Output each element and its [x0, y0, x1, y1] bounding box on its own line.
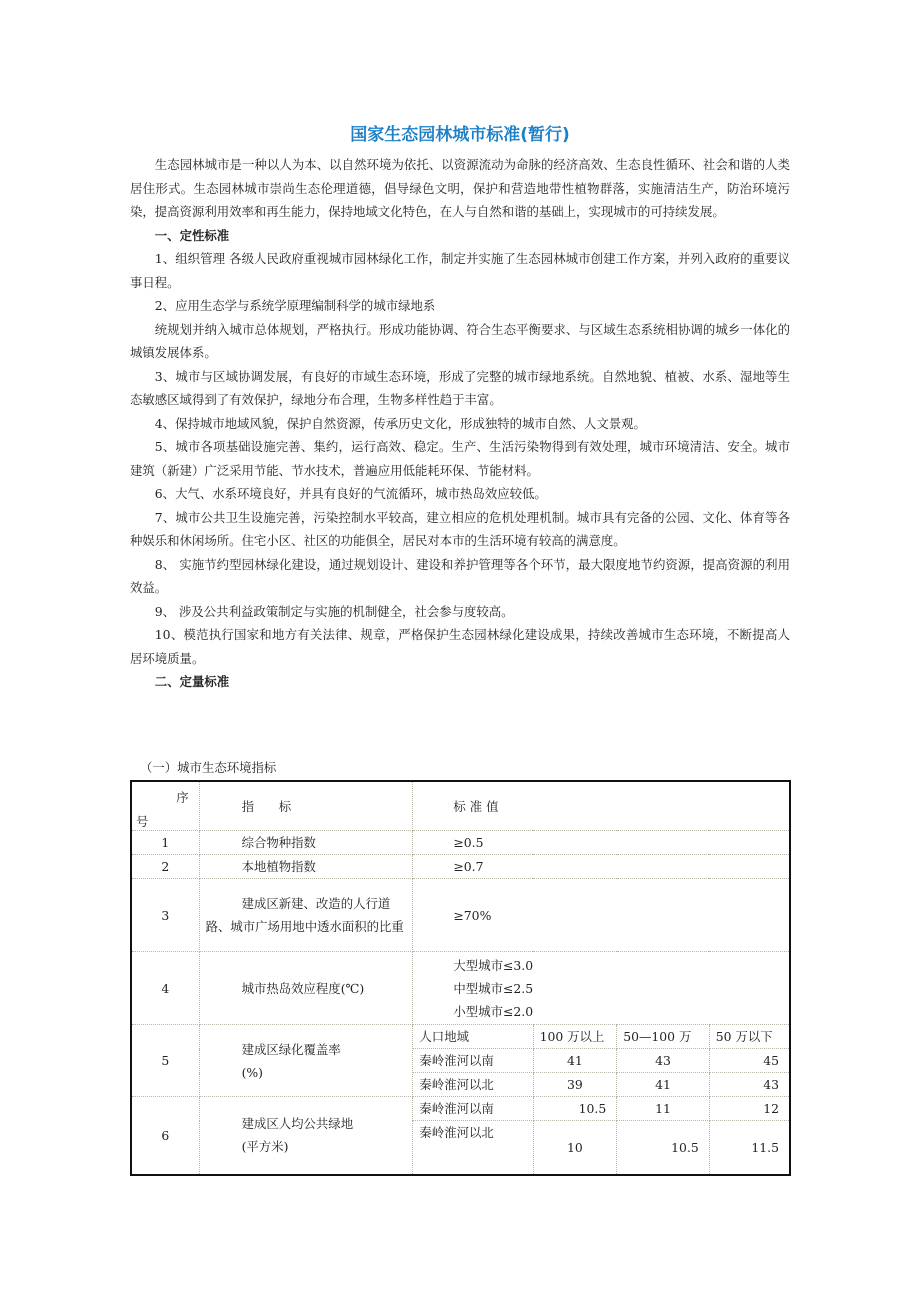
qualitative-item-2: 2、应用生态学与系统学原理编制科学的城市绿地系 [154, 298, 436, 313]
table-row: 2 本地植物指数 ≥0.7 [131, 855, 790, 879]
document-title: 国家生态园林城市标准(暂行) [350, 125, 570, 145]
qualitative-item-6: 6、大气、水系环境良好，并具有良好的气流循环，城市热岛效应较低。 [154, 486, 547, 501]
ecology-indicator-table [130, 780, 791, 1176]
table-subrow: 秦岭淮河以南 41 43 45 [131, 1049, 790, 1073]
qualitative-item-5: 5、城市各项基础设施完善、集约，运行高效、稳定。生产、生活污染物得到有效处理，城市环境清洁、安全。城市建筑（新建）广泛采用节能、节水技术，普遍应用低能耗环保、节能材料。 [130, 439, 790, 478]
qualitative-item-1: 1、组织管理 各级人民政府重视城市园林绿化工作，制定并实施了生态园林城市创建工作方案，并列入政府的重要议事日程。 [130, 251, 790, 290]
qualitative-item-10: 10、模范执行国家和地方有关法律、规章，严格保护生态园林绿化建设成果，持续改善城市生态环境，不断提高人居环境质量。 [130, 627, 790, 666]
header-no: 序 号 [131, 781, 199, 831]
qualitative-item-7: 7、城市公共卫生设施完善，污染控制水平较高，建立相应的危机处理机制。城市具有完备的公园、文化、体育等各种娱乐和休闲场所。住宅小区、社区的功能俱全，居民对本市的生活环境有较高的满意度。 [130, 509, 790, 548]
table-row: 6 建成区人均公共绿地 (平方米) 秦岭淮河以南 10.5 11 12 [131, 1097, 790, 1121]
table-row: 3 建成区新建、改造的人行道 路、城市广场用地中透水面积的比重 ≥70% [131, 879, 790, 952]
qualitative-item-4: 4、保持城市地域风貌，保护自然资源，传承历史文化，形成独特的城市自然、人文景观。 [154, 415, 646, 431]
table-row: 1 综合物种指数 ≥0.5 [131, 831, 790, 855]
table-subrow: 秦岭淮河以北 39 41 43 [131, 1073, 790, 1097]
qualitative-item-2-cont: 统规划并纳入城市总体规划，严格执行。形成功能协调、符合生态平衡要求、与区域生态系统相协调的城乡一体化的城镇发展体系。 [130, 321, 790, 360]
document-body [130, 153, 790, 694]
table-caption: （一）城市生态环境指标 [140, 760, 277, 775]
intro-paragraph: 生态园林城市是一种以人为本、以自然环境为依托、以资源流动为命脉的经济高效、生态良性循环、社会和谐的人类居住形式。生态园林城市崇尚生态伦理道德，倡导绿色文明，保护和营造地带性植物群落，实施清洁生产，防治环境污染，提高资源利用效率和再生能力，保持地域文化特色，在人与自然和谐的基础上，实现城市的可持续发展。 [130, 157, 790, 219]
section-heading-quantitative: 二、定量标准 [154, 674, 230, 689]
section-heading-qualitative: 一、定性标准 [154, 227, 230, 243]
table-row: 4 城市热岛效应程度(℃) 大型城市≤3.0 中型城市≤2.5 小型城市≤2.0 [131, 952, 790, 1025]
table-subrow: 秦岭淮河以北 10 10.5 11.5 [131, 1121, 790, 1175]
header-standard: 标 准 值 [413, 781, 790, 831]
table-header-row [131, 781, 790, 831]
qualitative-item-8: 8、 实施节约型园林绿化建设，通过规划设计、建设和养护管理等各个环节，最大限度地节约资源，提高资源的利用效益。 [130, 556, 790, 595]
qualitative-item-3: 3、城市与区域协调发展，有良好的市域生态环境，形成了完整的城市绿地系统。自然地貌、植被、水系、湿地等生态敏感区域得到了有效保护，绿地分布合理，生物多样性趋于丰富。 [130, 368, 790, 407]
qualitative-item-9: 9、 涉及公共利益政策制定与实施的机制健全，社会参与度较高。 [154, 603, 514, 619]
header-indicator: 指 标 [199, 781, 413, 831]
table-row: 5 建成区绿化覆盖率 (%) 人口地域 100 万以上 50—100 万 50 万以下 [131, 1025, 790, 1049]
